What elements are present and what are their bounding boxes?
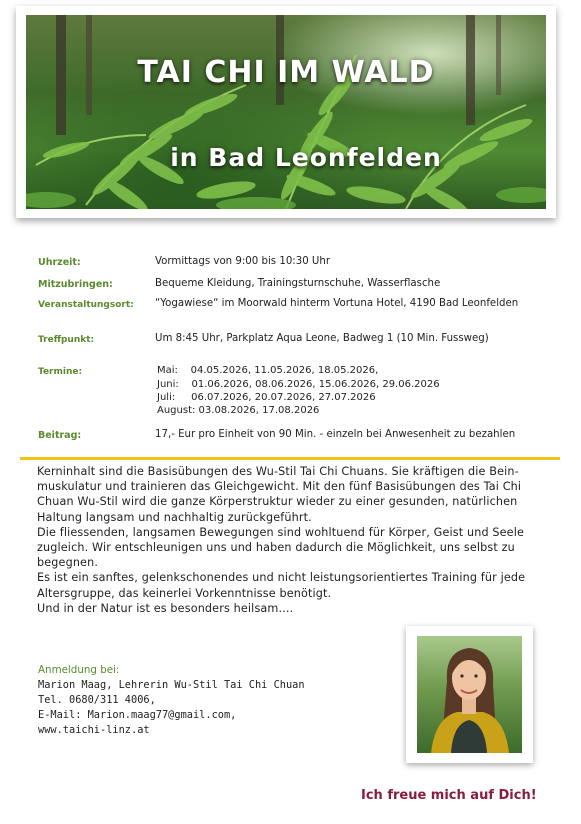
description-paragraph: Und in der Natur ist es besonders heilsam.... xyxy=(37,601,294,615)
contact-email[interactable]: E-Mail: Marion.maag77@gmail.com, xyxy=(38,709,237,721)
contact-block xyxy=(38,663,305,738)
closing-text: Ich freue mich auf Dich! xyxy=(361,788,537,803)
description-text xyxy=(37,464,547,616)
contact-name: Marion Maag, Lehrerin Wu-Stil Tai Chi Chuan xyxy=(38,679,305,691)
header-fern-photo xyxy=(26,15,546,209)
page-title: TAI CHI IM WALD xyxy=(137,55,435,90)
treffpunkt-label: Treffpunkt: xyxy=(38,335,95,345)
ort-label: Veranstaltungsort: xyxy=(38,300,134,310)
contact-website[interactable]: www.taichi-linz.at xyxy=(38,724,150,736)
termine-label: Termine: xyxy=(38,367,83,377)
contact-phone: Tel. 0680/311 4006, xyxy=(38,694,156,706)
treffpunkt-value: Um 8:45 Uhr, Parkplatz Aqua Leone, Badweg 1 (10 Min. Fussweg) xyxy=(155,333,489,344)
termine-line: Juli: 06.07.2026, 20.07.2026, 27.07.2026 xyxy=(157,392,376,403)
termine-line: Juni: 01.06.2026, 08.06.2026, 15.06.2026, 29.06.2026 xyxy=(157,379,440,390)
beitrag-label: Beitrag: xyxy=(38,430,82,441)
description-paragraph: Die fliessenden, langsamen Bewegungen sind wohltuend für Körper, Geist und Seele zugleich. Wir entschleunigen uns und haben dadurch die Möglichkeit, uns selbst zu begegnen. xyxy=(37,525,525,570)
portrait-illustration xyxy=(417,636,522,753)
beitrag-value: 17,- Eur pro Einheit von 90 Min. - einzeln bei Anwesenheit zu bezahlen xyxy=(155,429,516,440)
portrait-photo xyxy=(417,636,522,753)
mitbringen-label: Mitzubringen: xyxy=(38,279,113,290)
page-subtitle: in Bad Leonfelden xyxy=(170,143,442,172)
fern-illustration xyxy=(26,15,546,209)
uhrzeit-label: Uhrzeit: xyxy=(38,257,81,268)
ort-value: “Yogawiese“ im Moorwald hinterm Vortuna Hotel, 4190 Bad Leonfelden xyxy=(155,298,519,309)
section-divider xyxy=(20,457,560,460)
uhrzeit-value: Vormittags von 9:00 bis 10:30 Uhr xyxy=(155,256,331,267)
termine-line: Mai: 04.05.2026, 11.05.2026, 18.05.2026, xyxy=(157,365,379,376)
termine-line: August: 03.08.2026, 17.08.2026 xyxy=(157,405,320,416)
description-paragraph: Es ist ein sanftes, gelenkschonendes und nicht leistungsorientiertes Training für jede Altersgruppe, das keinerlei Vorkenntnisse benötigt. xyxy=(37,571,526,600)
description-paragraph: Kerninhalt sind die Basisübungen des Wu-Stil Tai Chi Chuans. Sie kräftigen die Bein-muskulatur und trainieren das Gleichgewicht. Mit den fünf Basisübungen des Tai Chi Chuan Wu-Stil wird die ganze Körperstruktur wieder zu einer gesunden, natürlichen Haltung langsam und nachhaltig zurückgeführt. xyxy=(37,465,522,524)
contact-heading: Anmeldung bei: xyxy=(38,664,120,676)
header-photo-frame xyxy=(16,6,556,218)
portrait-frame xyxy=(406,626,533,763)
mitbringen-value: Bequeme Kleidung, Trainingsturnschuhe, Wasserflasche xyxy=(155,278,441,289)
